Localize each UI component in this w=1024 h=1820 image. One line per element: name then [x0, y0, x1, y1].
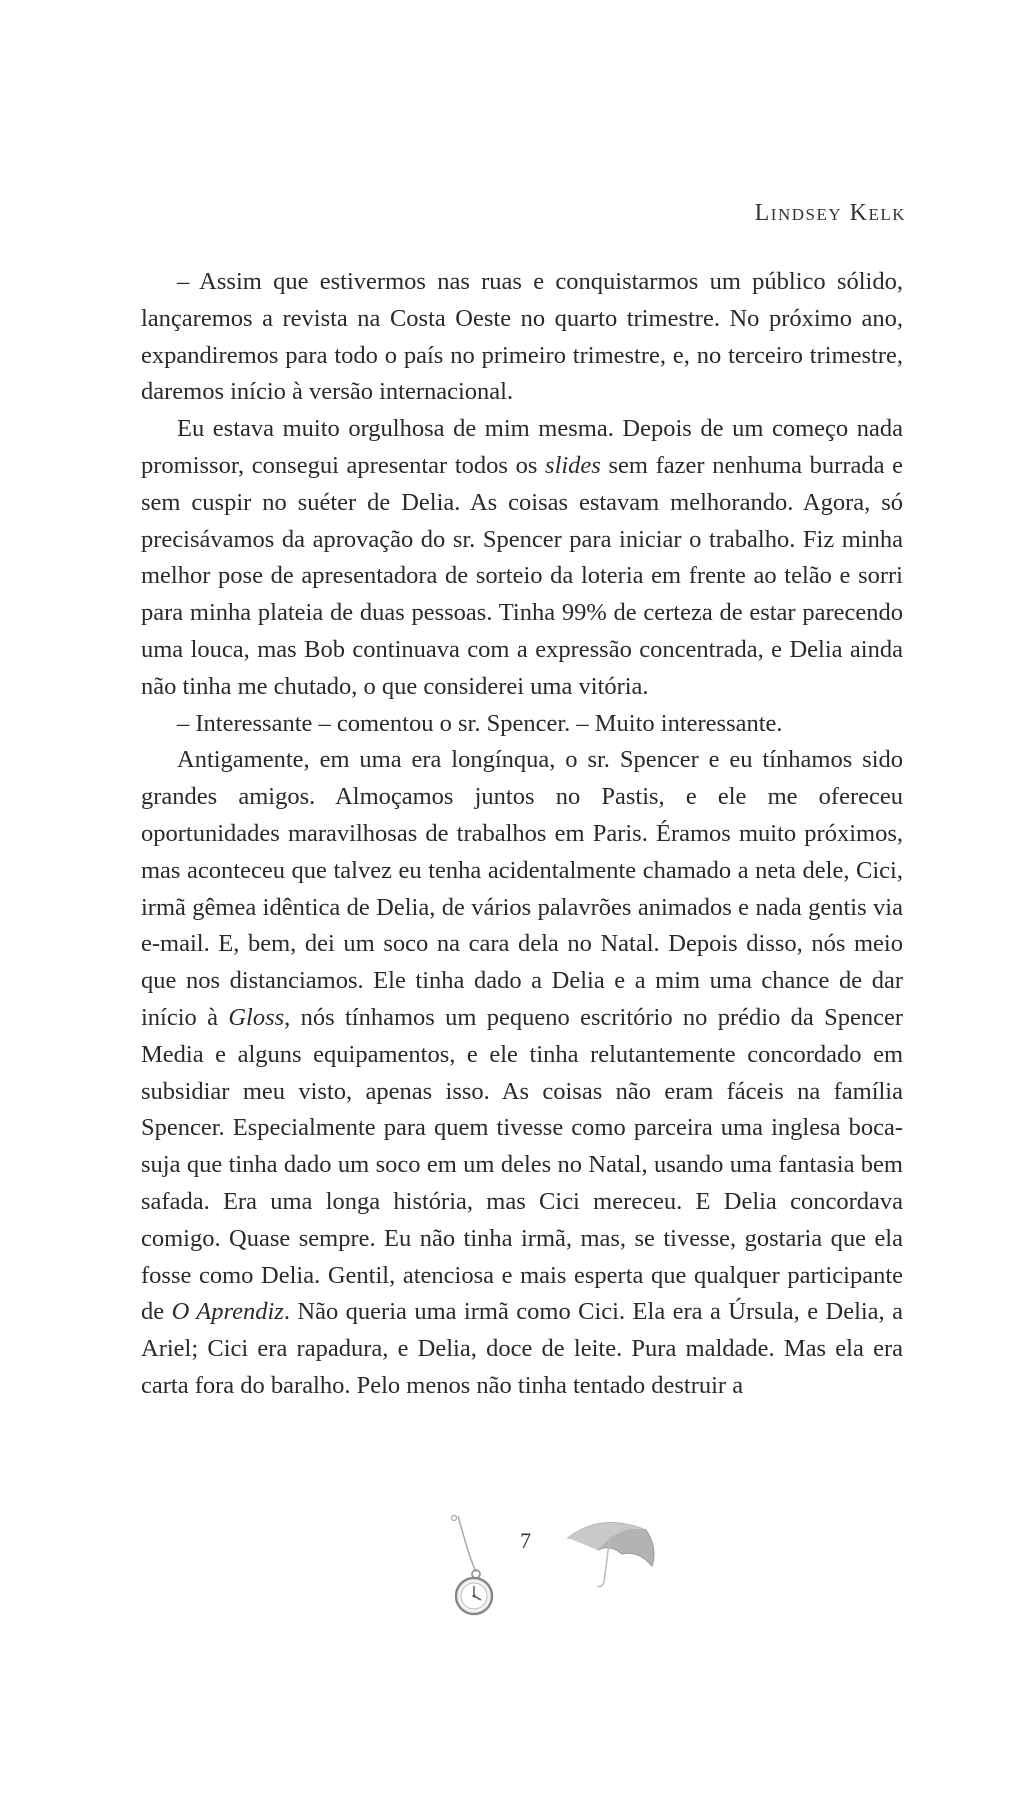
paragraph	[141, 706, 903, 743]
body-text	[141, 264, 903, 1405]
text-run: Antigamente, em uma era longínqua, o sr. Spencer e eu tínhamos sido grandes amigos. Almoçamos juntos no Pastis, e ele me ofereceu oportunidades maravilhosas de trabalhos em Paris. Éramos muito próximos, mas aconteceu que talvez eu tenha acidentalmente chamado a neta dele, Cici, irmã gêmea idêntica de Delia, de vários palavrões animados e nada gentis via e-mail. E, bem, dei um soco na cara dela no Natal. Depois disso, nós meio que nos distanciamos. Ele tinha dado a Delia e a mim uma chance de dar início à	[141, 746, 903, 1031]
running-header-author: Lindsey Kelk	[754, 200, 906, 226]
text-run: Eu estava muito orgulhosa de mim mesma. Depois de um começo nada promissor, consegui apresentar todos os	[141, 415, 903, 479]
page-number: 7	[520, 1528, 531, 1553]
italic-text: Gloss	[228, 1003, 285, 1031]
paragraph	[141, 742, 903, 1404]
italic-text: slides	[545, 451, 601, 479]
text-run: – Assim que estivermos nas ruas e conquistarmos um público sólido, lançaremos a revista na Costa Oeste no quarto trimestre. No próximo ano, expandiremos para todo o país no primeiro trimestre, e, no terceiro trimestre, daremos início à versão internacional.	[141, 268, 903, 406]
umbrella-icon	[560, 1510, 660, 1590]
text-run: . Não queria uma irmã como Cici. Ela era a Úrsula, e Delia, a Ariel; Cici era rapadura, e Delia, doce de leite. Pura maldade. Mas ela era carta fora do baralho. Pelo menos não tinha tentado destruir a	[141, 1298, 904, 1399]
pocket-watch-icon	[440, 1510, 510, 1620]
text-run: – Interessante – comentou o sr. Spencer. – Muito interessante.	[177, 709, 783, 737]
text-run: sem fazer nenhuma burrada e sem cuspir no suéter de Delia. As coisas estavam melhorando. Agora, só precisávamos da aprovação do sr. Spencer para iniciar o trabalho. Fiz minha melhor pose de apresentadora de sorteio da loteria em frente ao telão e sorri para minha plateia de duas pessoas. Tinha 99% de certeza de estar parecendo uma louca, mas Bob continuava com a expressão concentrada, e Delia ainda não tinha me chutado, o que considerei uma vitória.	[141, 451, 904, 700]
page-footer	[440, 1510, 660, 1620]
paragraph	[141, 264, 903, 411]
paragraph	[141, 411, 903, 705]
text-run: , nós tínhamos um pequeno escritório no prédio da Spencer Media e alguns equipamentos, e ele tinha relutantemente concordado em subsidiar meu visto, apenas isso. As coisas não eram fáceis na família Spencer. Especialmente para quem tivesse como parceira uma inglesa boca-suja que tinha dado um soco em um deles no Natal, usando uma fantasia bem safada. Era uma longa história, mas Cici mereceu. E Delia concordava comigo. Quase sempre. Eu não tinha irmã, mas, se tivesse, gostaria que ela fosse como Delia. Gentil, atenciosa e mais esperta que qualquer participante de	[141, 1003, 904, 1326]
italic-text: O Aprendiz	[171, 1298, 284, 1326]
